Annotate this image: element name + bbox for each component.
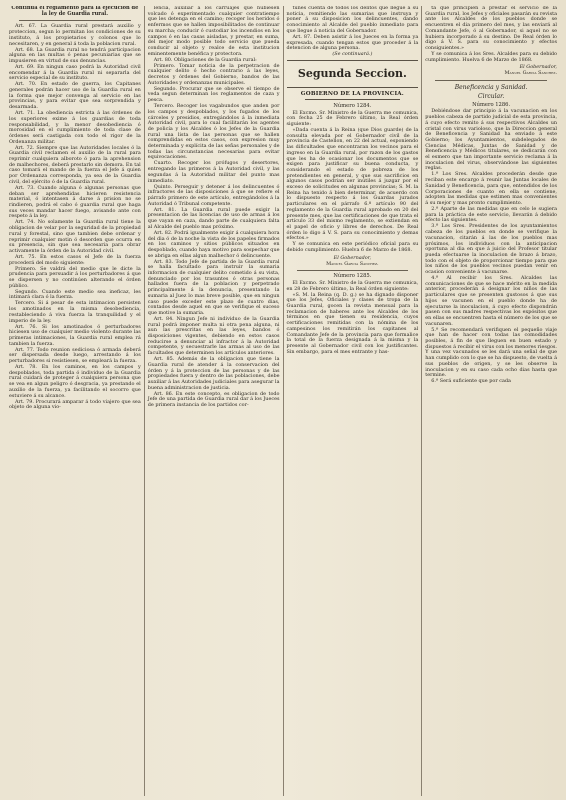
columns	[6, 6, 560, 796]
col4-top	[425, 6, 557, 63]
paragraph: Segundo. Procurar que se observe el tiempo de veda segun determinan los reglamentos de caza y pesca.	[147, 85, 280, 104]
paragraph: 3.ª Los Sres. Presidentes de los ayuntamientos cabeza de los pueblos en donde se verifique la vacunacion, citarán á las de los pueblos mas próximos, los individuos con la anticipacion oportuna al dia en que á juicio del Profesor titular pueda efectuarse la inoculacion de brazo á brazo, todo con el objeto de proporcionar tiempo para que los niños de los pueblos vecinos puedan venir en ocasion conveniente á vacunarse.	[425, 223, 557, 276]
government-underline	[305, 99, 401, 100]
paragraph: 4.ª Al recibir los Sres. Alcaldes las comunicaciones de que se hace mérito en la medida anterior, procederán á designar los niños de las particulares que se presenten gustosos á que sus hijos se vacunen en el pueblo donde ha de ejecutarse la inoculacion, á cuyo efecto dispondrán pasen con sus madres respectivas los expósitos que en ellas se encuentren hasta el número de los que se vacunaren.	[425, 275, 557, 327]
paragraph: Art. 74. No solamente la Guardia rural tiene la obligacion de velar por la seguridad de la propiedad rural y forestal, sino que tambien debe ordenar y reprimir cualquier motin ó desorden que ocurra en su presencia, sin que sea necesaria para obrar activamente la órden de la Autoridad civil.	[9, 219, 141, 254]
column-2	[144, 6, 283, 796]
paragraph: 2.ª Aparte de las medidas que en celo le sugiera para la práctica de este servicio, llevarán á debido efecto las siguientes.	[425, 205, 557, 224]
column-1	[6, 6, 144, 796]
number-1284: Número 1284.	[333, 102, 372, 109]
paragraph: Art. 67. La Guardia rural prestará auxilio y proteccion, segun lo permitan los condiciones de su instituto, á los propietarios y colonos que lo necesitaren, y en general á toda la poblacion rural.	[9, 23, 141, 47]
paragraph: Art. 72. Siempre que las Autoridades locales ó la Guardia civil reclamen el auxilio de la rural para reprimir cualquiera alboroto ó para la aprehension de malhechores, deberá prestarlo sin demora. En tal caso tomará el mando de la fuerza el Jefe á quien por Ordenanza corresponda, ya sea de la Guardia civil, del ejército ó de la Guardia rural.	[9, 144, 141, 185]
paragraph: Art. 68. La Guardia rural no tendrá participacion alguna en las multas ó penas pecuniarias que se impusieren en virtud de sus denuncias.	[9, 46, 141, 64]
paragraph: Art. 87. Deben asistir á los Jueces en la forma ya expresada, cuando tengan estos que proceder á la detencion de alguna persona.	[286, 33, 419, 52]
paragraph: Primero. Se valdrá del medio que le dicte la prudencia para persuadir á los perturbadores á que se dispersen y no continúen alterando el órden público.	[9, 265, 141, 289]
paragraph: Art. 83. Todo Jefe de partida de la Guardia rural se halla facultado para instruir la sumaria informacion de cualquier delito cometido á su vista, denunciado por los trasuntes ó otras personas hallados fuera de la poblacion y perpetrado principalmente á la denuncia, presentando la sumaria al Juez lo mas breve posible, que en ningun caso puede exceder este plazo de cuatro dias, contados desde aquel en que se verifique el suceso que motive la sumaria.	[147, 258, 280, 316]
paragraph: «Dada cuenta á la Reina (que Dios guarde) de la consulta elevada por el Gobernador civil de la provincia de Castellon, en 22 del actual, esponiendo las dificultades que encontraran los vecinos para el ingreso en la Guardia rural, por razon de los gastos que les ha de ocasionar los documentos que se exigen para justificar su buena conducta, y considerando el estado de pobreza de los pretendientes en general, y que sus sacrificios en algunos casos podrian ser inútiles á juzgar por el exceso de solicitudes en algunas provincias; S. M. la Reina ha tenido á bien determinar, de acuerdo con lo dispuesto respecto á los Guardas jurados particulares en el párrafo 6.º artículo 90 del reglamento de la Guardia rural aprobado en 20 del presente mes, que las certificaciones de que trata el artículo 33 del mismo reglamento, se extiendan en el papel de oficio y libres de derechos. De Real órden lo digo á V. S. para su conocimiento y demas efectos.»	[286, 127, 419, 242]
paragraph: Cuarto. Recoger los prófugos y desertores, entregando las primeros á la Autoridad civil, y las segundas á la Autoridad militar del punto mas inmediato.	[147, 160, 280, 184]
divider	[297, 270, 409, 271]
paragraph: 1.ª Los Sres. Alcaldes procederán desde que reciban este encargo á reunir las Juntas locales de Sanidad y Beneficencia, para que, entendidos de los Corporaciones de cuanto en ella se contiene, adopten las medidas que estimen mas convenientes á su mejor y mas pronto cumplimiento.	[425, 171, 557, 206]
paragraph: Debiéndose dar principio á la vacunacion en los pueblos cabeza de partido judicial de esta provincia, á cuyo efecto remito á sus respectivos Alcaldes un cristal con virus varioloso, que la Direccion general de Beneficencia y Sanidad ha enviado á este Gobierno; los Ayuntamientos, subdelegados de Ciencias Médicas, Juntas de Sanidad y de Beneficencia y Médicos titulares, se dedicarán con el esmero que tan importante servicio reclama á la inoculacion del virus, observándose las siguientes reglas.	[425, 108, 557, 172]
paragraph: «S. M. la Reina (q. D. g.) se ha dignado disponer que los Jefes, Oficiales y clases de tropa de la Guardia rural, gocen la revista mensual para la reclamacion de haberes ante los Alcaldes de los términos en que tienen su residencia, cuyos certificaciones remitidas con la nómina de los campesinos los remitirán los capitanes al Comandante Jefe de la provincia para que formalice la total de la fuerza designada á la misma y la presente al Gobernador civil con los justificantes. Sin embargo, para el mes entrante y has-	[286, 291, 419, 355]
paragraph: Art. 81. La Guardia rural puede exigir la presentacion de las licencias de uso de armas á los que vayan en caza, dando parte de cualquiera falta al Alcalde del pueblo mas próximo.	[147, 206, 280, 230]
paragraph: lencia, auxiliar á los carruajes que hubiesen volcado ó experimentado cualquier contratiempo que les detenga en el camino; recoger los heridos ó enfermos que se hallen imposibilitados de continuar su marcha; conducir ó custodiar los incendios en los campos ó en las casas aisladas, y prestar, en suma, del mejor modo posible todo servicio que pueda conducir al objeto y realce de esta institucion eminentemente benéfica y protectora.	[147, 6, 280, 57]
paragraph: Art. 79. Procurará amparar á todo viajero que sea objeto de alguna vio-	[9, 398, 141, 411]
paragraph: tunes cuenta de todos los delitos que llegue á su noticia, remitiendo las sumarias que instruya y poner á su disposicion los delincuentes, dando conocimiento al Alcalde del pueblo inmediato para que llegue á noticia del Gobernador.	[286, 6, 419, 34]
col3-body	[287, 111, 419, 254]
paragraph: Y se comunica á los Sres. Alcaldes para su debido cumplimiento. Huelva 6 de Marzo de 1868.	[425, 50, 557, 63]
number-1286: Número 1286.	[472, 101, 511, 108]
divider	[19, 20, 131, 21]
section-title: Segunda Seccion.	[287, 60, 419, 88]
col3-body-2	[287, 281, 419, 355]
col1-body	[9, 24, 141, 411]
paragraph: Primero. Tomar noticia de la perpetracion de cualquier delito ó hecho contrario á las leyes, decretos y órdenes del Gobierno, bandos de las Autoridades y ordenanzas municipales.	[147, 62, 280, 86]
paragraph: 5.ª Se recomendará verifiquen el pequeño viaje que han de hacer con todas las comodidades posibles, á fin de que lleguen en buen estado y dispuestos á recibir el virus con los menores riesgos. Y una vez vacunados se les dará una señal de que han cumplido con lo que se ha dispuesto, de vuelta á sus pueblos de origen, y se les observe la inoculacion y en su caso cada ocho dias hasta que termine.	[425, 326, 557, 379]
circular-heading: Circular.	[478, 92, 505, 100]
paragraph: Art. 86. En este concepto, es obligacion de todo Jefe de una partida de Guardia rural dar á los Jueces de primera instancia de los partidos cor-	[147, 390, 280, 409]
signature-name: Manuel Garcia Sanchez.	[326, 260, 379, 267]
paragraph: 6.ª Será suficiente que por cada	[431, 378, 511, 385]
col3-top	[287, 6, 419, 52]
paragraph: Art. 70. En estado de guerra, los Capitanes generales podrán hacer uso de la Guardia rural en la forma que mejor convenga al servicio en las provincias, y para evitar que sea sorprendida y desarmada.	[9, 81, 141, 111]
signature-title: El Gobernador,	[333, 254, 372, 261]
article-heading: Continúa el reglamento para la ejecucion de la ley de Guardia rural.	[11, 6, 139, 17]
signature-name: Manuel Garcia Sanchez.	[504, 70, 557, 77]
beneficencia-heading: Beneficencia y Sanidad.	[454, 83, 528, 91]
paragraph: Art. 76. Si los amotinados ó perturbadores hiciesen uso de cualquier medio violento durante las primeras intimaciones, la Guardia rural emplea rá tambien la fuerza.	[9, 323, 141, 347]
paragraph: El Excmo. Sr. Ministro de la Guerra me comunica, en 28 de Febrero último, la Real órden siguiente:	[286, 279, 419, 292]
col4-body	[425, 109, 557, 385]
paragraph: ta que principien á prestar el servicio de la Guardia rural, los Jefes y oficiales pasarán su revista ante los Alcaldes de los pueblos donde se encuentren el dia primero del mes, y las enviará al Comandante Jefe, ó al Gobernador, si aquel no se hubiera incorporado á su destino. De Real órden lo digo á V. S. para su conocimiento y efectos consiguientes.»	[425, 6, 557, 51]
divider	[435, 80, 547, 81]
paragraph: El Excmo. Sr. Ministro de la Guerra me comunica, con fecha 25 de Febrero último, la Real órden siguiente:	[286, 109, 419, 128]
paragraph: Art. 84. Ningun Jefe ni individuo de la Guardia rural podrá imponer multa ni otra pena alguna, ni aun las prescritas en las leyes, bandos ó disposiciones vigentes, debiendo en estos casos reducirse a denunciar al infractor á la Autoridad competente, y secuestrarle las armas al uso de las facultades que determinen los artículos anteriores.	[147, 315, 280, 357]
paragraph: Art. 77. Todo reunion sediciosa ó armada deberá ser dispersada desde luego, arrestando á los perturbadores si resistiesen, se empleará la fuerza.	[9, 346, 141, 365]
paragraph: Art. 75. En estos casos el Jefe de la fuerza procederá del modo siguiente:	[9, 253, 141, 266]
paragraph: Quinto. Perseguir y detener á los delincuentes ó infractores de las disposiciones á que se refiere el párrafo primero de este artículo, entregándolos á la Autoridad ó Tribunal competente.	[147, 183, 280, 207]
paragraph: Art. 78. En los caminos, en los campos y despoblados, toda partida ó individuo de la Guardia rural cuidará de proteger á cualquiera persona que se vea en algun peligro ó desgracia, ya prestando el auxilio de la fuerza, ya facilitando el socorro que estuviere á su alcance.	[9, 364, 141, 399]
number-1285: Número 1285.	[333, 273, 372, 280]
column-4	[421, 6, 560, 796]
column-3	[283, 6, 422, 796]
paragraph: Art. 85. Además de la obligacion que tiene la Guardia rural de atender á la conservacion del órden y á la proteccion de las personas y de las propiedades fuera y dentro de las poblaciones, debe auxiliar á las Autoridades judiciales para asegurar la buena administracion de justicia.	[147, 356, 280, 391]
paragraph: Art. 82. Podrá igualmente exigir á cualquiera hora del dia ó de la noche la vista de los papeles firmados en los caminos y sitios públicos situados en despoblado, cuando haya motivo para sospechar que se abriga en ellas algun malhechor ó delincuente.	[147, 229, 280, 259]
government-heading-text: GOBIERNO DE LA PROVINCIA.	[300, 90, 404, 97]
paragraph: Art. 69. En ningun caso podrá la Autoridad civil encomendar á la Guardia rural ni separarla del servicio especial de su instituto.	[9, 63, 141, 82]
paragraph: Art. 73. Cuando alguna ó algunas personas que deban ser aprehendidas hicieren resistencia material, ó intentasen á darse á prision no se rindieren, podrá el cabo ó guardia rural que haga sus veces mandar hacer fuego, avisando ante con respeto á la ley.	[9, 184, 141, 220]
signature-title: El Gobernador,	[519, 64, 557, 71]
government-heading	[287, 91, 419, 100]
paragraph: Tercero. Si á pesar de esta intimacion persisten los amotinados en la misma desobediencia, restableciendo á viva fuerza la tranquilidad y el imperio de la ley.	[9, 300, 141, 324]
paragraph: Segundo. Cuando este medio sea ineficaz, les intimará clara ó la fuerza.	[9, 288, 141, 301]
continuation-note: (Se continuará.)	[332, 51, 373, 58]
paragraph: Art. 80. Obligaciones de la Guardia rural:	[153, 56, 257, 63]
col2-body	[148, 6, 280, 409]
paragraph: Tercero. Recoger los vagabundos que anden por los campos y despoblados, y los fugados de los cárceles y presidios, entregándolos á la inmediata Autoridad civil, para lo cual facilitarán los agentes de policía y los Alcaldes ó los Jefes de la Guardia rural una lista de las personas que se hallen comprendidas en estos casos, con expresion muy determinada y explícita de las señas personales y de todas las circunstancias necesarias para evitar equivocaciones.	[147, 103, 280, 161]
paragraph: Art. 71. La obediencia estricta á las órdenes de los superiores exime á los guardias de toda responsabilidad, y la menor desobediencia ó morosidad en el cumplimiento de toda clase de órdenes será castigada con todo el rigor de la Ordenanza militar.	[9, 110, 141, 145]
paragraph: Y se comunica en este periódico oficial para su debido cumplimiento. Huelva 6 de Marzo de 1868.	[286, 241, 419, 254]
